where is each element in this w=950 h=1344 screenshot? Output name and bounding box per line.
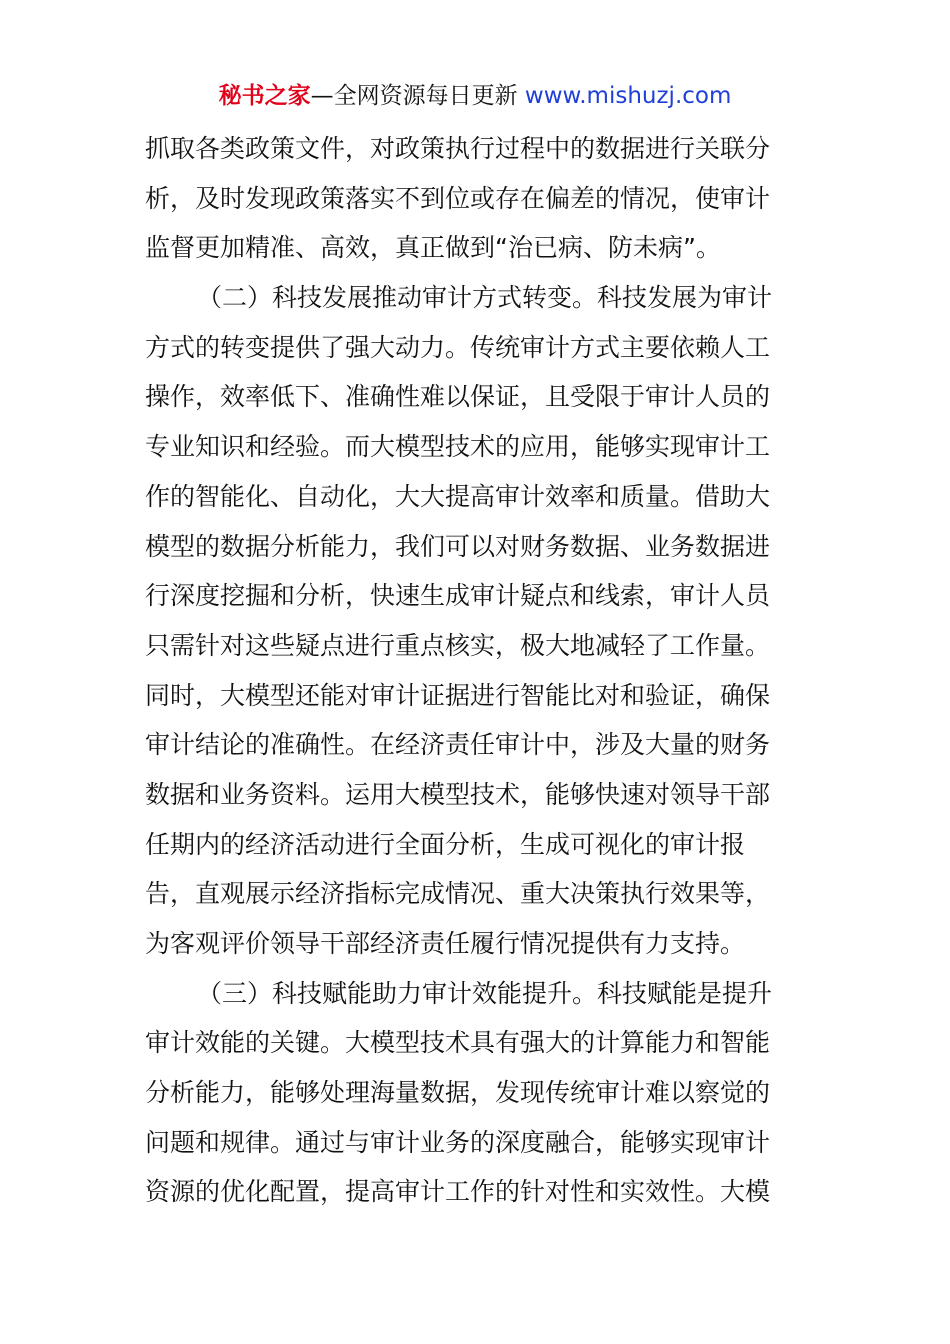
text-line: 行深度挖掘和分析，快速生成审计疑点和线索，审计人员	[145, 581, 771, 611]
header-tagline: —全网资源每日更新	[310, 83, 518, 109]
text-line: 监督更加精准、高效，真正做到“治已病、防未病”。	[145, 233, 721, 263]
text-line: 资源的优化配置，提高审计工作的针对性和实效性。大模	[145, 1177, 771, 1207]
text-line: 数据和业务资料。运用大模型技术，能够快速对领导干部	[145, 779, 771, 809]
text-line: 告，直观展示经济指标完成情况、重大决策执行效果等，	[145, 879, 771, 909]
text-line: 审计结论的准确性。在经济责任审计中，涉及大量的财务	[145, 730, 771, 760]
text-line: 模型的数据分析能力，我们可以对财务数据、业务数据进	[145, 531, 771, 561]
text-line: 任期内的经济活动进行全面分析，生成可视化的审计报	[145, 829, 746, 859]
text-line: 方式的转变提供了强大动力。传统审计方式主要依赖人工	[145, 332, 771, 362]
text-line: 分析能力，能够处理海量数据，发现传统审计难以察觉的	[145, 1078, 771, 1108]
text-line: 作的智能化、自动化，大大提高审计效率和质量。借助大	[145, 481, 771, 511]
text-line: 审计效能的关键。大模型技术具有强大的计算能力和智能	[145, 1028, 771, 1058]
text-line: 问题和规律。通过与审计业务的深度融合，能够实现审计	[145, 1127, 771, 1157]
text-line: 同时，大模型还能对审计证据进行智能比对和验证，确保	[145, 680, 771, 710]
page-header	[0, 80, 950, 112]
section-heading-line: （二）科技发展推动审计方式转变。科技发展为审计	[197, 283, 773, 313]
text-line: 抓取各类政策文件，对政策执行过程中的数据进行关联分	[145, 134, 771, 163]
brand-name: 秘书之家	[218, 83, 311, 109]
body-text	[145, 124, 815, 1217]
text-line: 为客观评价领导干部经济责任履行情况提供有力支持。	[145, 929, 746, 958]
text-line: 只需针对这些疑点进行重点核实，极大地减轻了工作量。	[145, 630, 771, 660]
text-line: 操作，效率低下、准确性难以保证，且受限于审计人员的	[145, 382, 771, 412]
text-line: 专业知识和经验。而大模型技术的应用，能够实现审计工	[145, 432, 771, 462]
text-line: 析，及时发现政策落实不到位或存在偏差的情况，使审计	[145, 183, 771, 213]
website-link[interactable]: www.mishuzj.com	[524, 83, 732, 109]
section-heading-line: （三）科技赋能助力审计效能提升。科技赋能是提升	[197, 978, 773, 1008]
